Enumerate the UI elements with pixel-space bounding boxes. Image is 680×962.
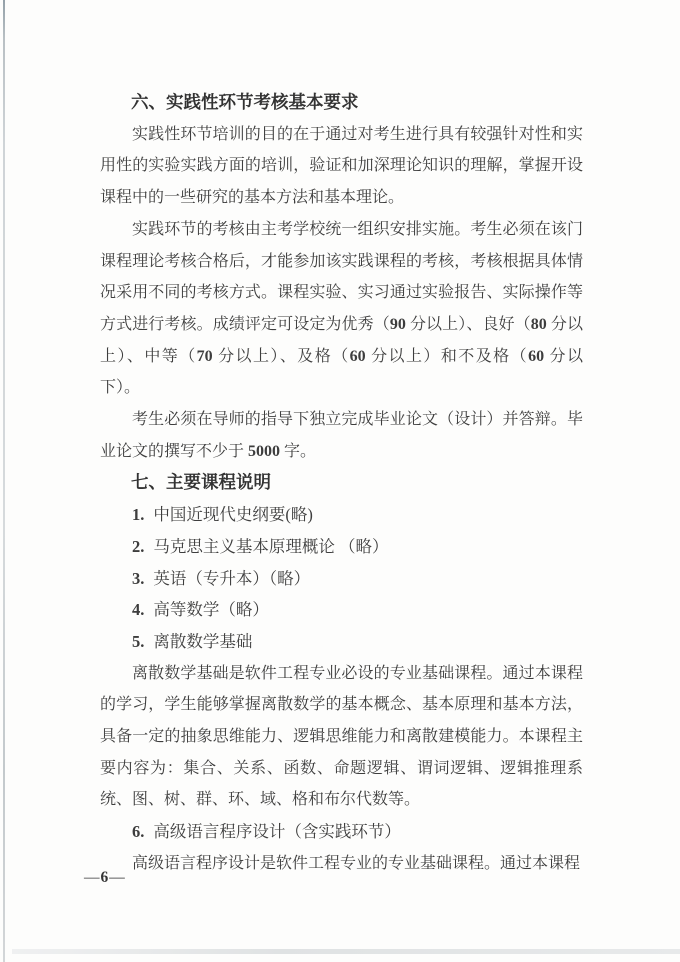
scan-edge-left — [3, 0, 5, 962]
scan-edge-bottom — [12, 949, 680, 954]
section-heading: 六、实践性环节考核基本要求 — [131, 92, 359, 112]
list-item-number: 4. — [132, 600, 145, 620]
page-number: 6 — [100, 869, 109, 886]
paragraph: 实践性环节培训的目的在于通过对考生进行具有较强针对性和实用性的实验实践方面的培训，验证和加深理论知识的理解，掌握开设课程中的一些研究的基本方法和基本理论。 — [100, 125, 583, 207]
section-heading: 七、主要课程说明 — [131, 472, 271, 493]
list-item-number: 2. — [132, 536, 145, 556]
list-item: 2. 马克思主义基本原理概论 （略） — [132, 536, 389, 556]
list-item: 3. 英语（专升本）（略） — [132, 568, 311, 588]
document-content — [100, 87, 583, 880]
list-item: 1. 中国近现代史纲要(略) — [132, 505, 313, 525]
paragraph: 高级语言程序设计是软件工程专业的专业基础课程。通过本课程 — [132, 854, 581, 872]
list-item: 5. 离散数学基础 — [132, 631, 253, 651]
page-footer — [84, 869, 125, 887]
list-item: 4. 高等数学（略） — [132, 600, 269, 620]
list-item-number: 5. — [132, 631, 145, 651]
footer-dash-right: — — [109, 869, 125, 886]
paragraph: 离散数学基础是软件工程专业必设的专业基础课程。通过本课程的学习，学生能够掌握离散数学的基本概念、基本原理和基本方法，具备一定的抽象思维能力、逻辑思维能力和离散建模能力。本课程主要内容为：集合、关系、函数、命题逻辑、谓词逻辑、逻辑推理系统、图、树、群、环、域、格和布尔代数等。 — [100, 664, 583, 809]
paragraph: 考生必须在导师的指导下独立完成毕业论文（设计）并答辩。毕业论文的撰写不少于 5000 字。 — [100, 411, 583, 460]
list-item-number: 1. — [132, 505, 145, 525]
footer-dash-left: — — [84, 869, 100, 886]
list-item-number: 6. — [132, 822, 145, 842]
list-item: 6. 高级语言程序设计（含实践环节） — [132, 822, 401, 842]
list-item-number: 3. — [132, 568, 145, 588]
paragraph: 实践环节的考核由主考学校统一组织安排实施。考生必须在该门课程理论考核合格后，才能参加该实践课程的考核，考核根据具体情况采用不同的考核方式。课程实验、实习通过实验报告、实际操作等方式进行考核。成绩评定可设定为优秀（90 分以上）、良好（80 分以上）、中等（70 分以上）、及格（60 分以上）和不及格（60 分以下）。 — [100, 220, 583, 397]
